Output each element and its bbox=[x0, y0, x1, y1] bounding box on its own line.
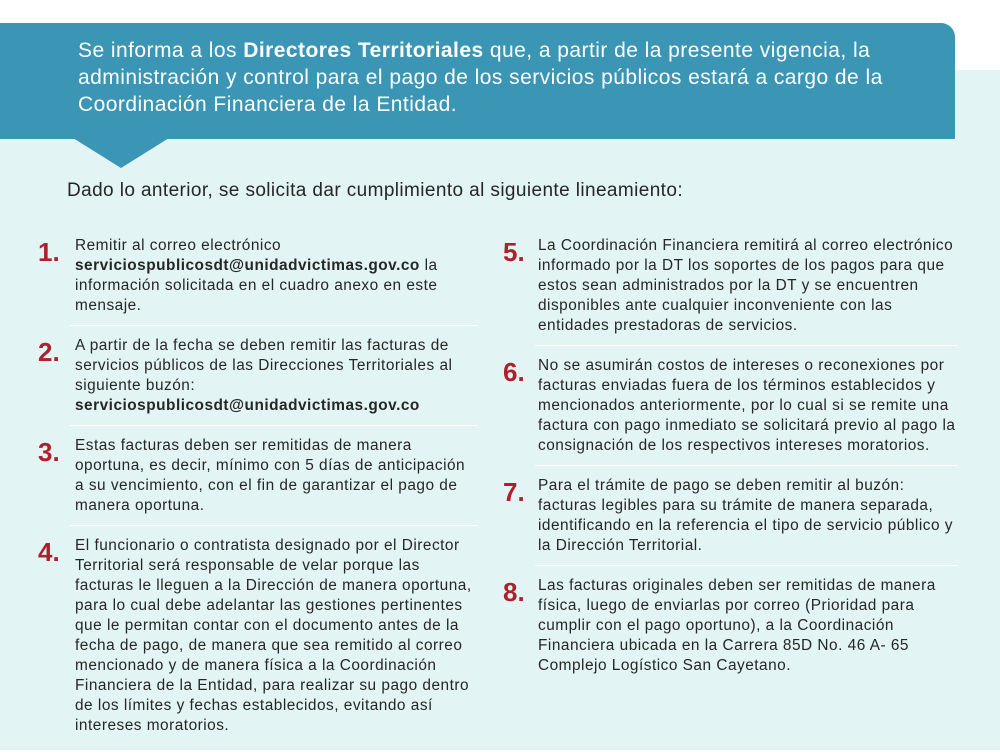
guideline-number: 7. bbox=[503, 477, 525, 507]
guidelines-left-column bbox=[38, 236, 478, 756]
guideline-text: Estas facturas deben ser remitidas de manera oportuna, es decir, mínimo con 5 días de anticipación a su vencimiento, con el fin de garantizar el pago de manera oportuna. bbox=[75, 437, 466, 514]
banner-text bbox=[78, 37, 938, 118]
intro-text: Dado lo anterior, se solicita dar cumplimiento al siguiente lineamiento: bbox=[67, 180, 683, 201]
guideline-item-7 bbox=[503, 476, 958, 566]
guideline-number: 4. bbox=[38, 537, 60, 567]
guideline-item-1 bbox=[38, 236, 478, 326]
guideline-text-pre: A partir de la fecha se deben remitir las facturas de servicios públicos de las Direcciones Territoriales al siguiente buzón: bbox=[75, 337, 453, 394]
guideline-email: serviciospublicosdt@unidadvictimas.gov.co bbox=[75, 257, 420, 274]
guideline-text: La Coordinación Financiera remitirá al correo electrónico informado por la DT los soportes de los pagos para que estos sean administrados por la DT y se encuentren disponibles ante cualquier inconveniente con las entidades prestadoras de servicios. bbox=[538, 237, 954, 334]
guideline-text: Para el trámite de pago se deben remitir al buzón: facturas legibles para su trámite de manera separada, identificando en la referencia el tipo de servicio público y la Dirección Territorial. bbox=[538, 477, 953, 554]
guideline-item-3 bbox=[38, 436, 478, 526]
guideline-number: 5. bbox=[503, 237, 525, 267]
banner-text-part2: que, a partir de la presente vigencia, la administración y control para el pago de los servicios públicos estará a cargo de la Coordinación Financiera de la Entidad. bbox=[78, 39, 883, 116]
guideline-item-2 bbox=[38, 336, 478, 426]
guideline-text bbox=[75, 236, 478, 316]
guideline-text bbox=[75, 336, 478, 416]
guideline-number: 1. bbox=[38, 237, 60, 267]
guideline-text: El funcionario o contratista designado por el Director Territorial será responsable de velar porque las facturas le lleguen a la Dirección de manera oportuna, para lo cual debe adelantar las gestiones pertinentes que le permitan contar con el documento antes de la fecha de pago, de manera que sea remitido al correo mencionado y de manera física a la Coordinación Financiera de la Entidad, para realizar su pago dentro de los límites y fechas establecidos, evitando así intereses moratorios. bbox=[75, 537, 472, 734]
guideline-email: serviciospublicosdt@unidadvictimas.gov.co bbox=[75, 397, 420, 414]
banner-text-part1: Se informa a los bbox=[78, 39, 244, 62]
banner-text-bold: Directores Territoriales bbox=[243, 39, 484, 62]
guideline-number: 8. bbox=[503, 577, 525, 607]
guideline-text-pre: Remitir al correo electrónico bbox=[75, 237, 282, 254]
guideline-number: 3. bbox=[38, 437, 60, 467]
guideline-item-5 bbox=[503, 236, 958, 346]
guideline-number: 6. bbox=[503, 357, 525, 387]
guideline-item-6 bbox=[503, 356, 958, 466]
guideline-text: Las facturas originales deben ser remitidas de manera física, luego de enviarlas por correo (Prioridad para cumplir con el pago oportuno), a la Coordinación Financiera ubicada en la Carrera 85D No. 46 A- 65 Complejo Logístico San Cayetano. bbox=[538, 577, 936, 674]
guidelines-right-column bbox=[503, 236, 958, 696]
guideline-number: 2. bbox=[38, 337, 60, 367]
guideline-text: No se asumirán costos de intereses o reconexiones por facturas enviadas fuera de los términos establecidos y mencionados anteriormente, por lo cual si se remite una factura con pago inmediato se solicitará previo al pago la consignación de los respectivos intereses moratorios. bbox=[538, 357, 956, 454]
banner-pointer bbox=[73, 138, 169, 168]
guideline-item-4 bbox=[38, 536, 478, 746]
guideline-text-post: la información solicitada en el cuadro anexo en este mensaje. bbox=[75, 257, 438, 314]
guideline-item-8 bbox=[503, 576, 958, 686]
